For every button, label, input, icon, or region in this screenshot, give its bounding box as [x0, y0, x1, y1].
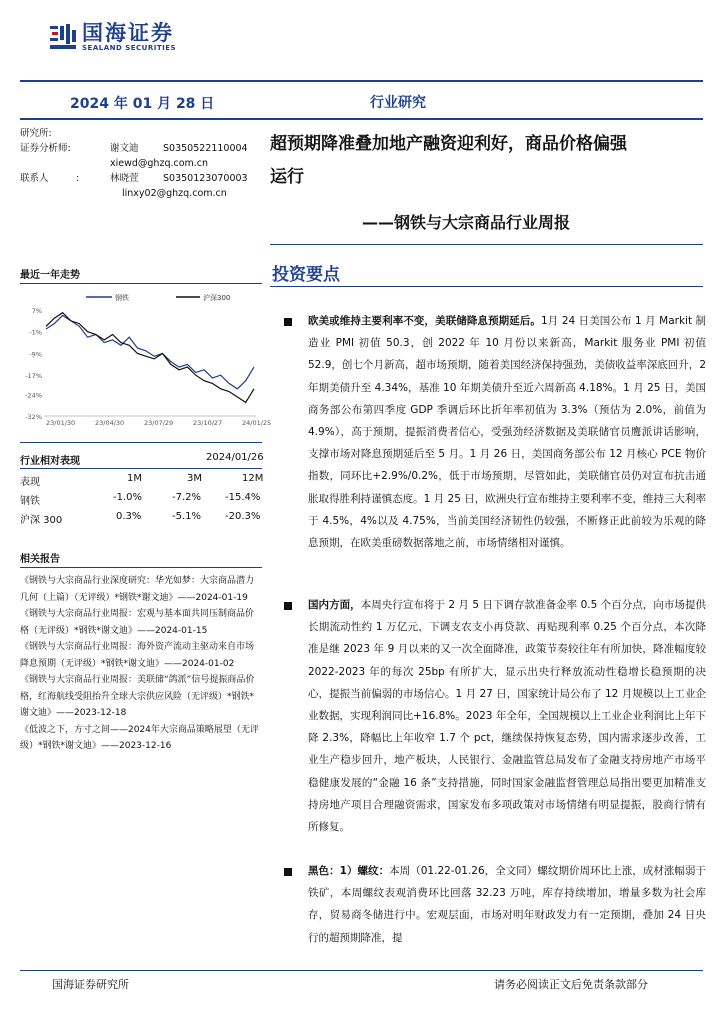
perf-row-steel-name: 钢铁	[20, 496, 40, 507]
contact-label: 联系人	[20, 173, 49, 184]
analyst-label: 证券分析师:	[20, 143, 71, 154]
point-2-lead: 国内方面，	[308, 599, 361, 611]
x-tick-label: 23/10/27	[193, 419, 223, 427]
analyst-name: 谢文迪	[110, 143, 139, 154]
trend-rule	[20, 283, 262, 284]
point-2-text: 本周央行宣布将于 2 月 5 日下调存款准备金率 0.5 个百分点，向市场提供长期流动性约 1 万亿元，下调支农支小再贷款、再贴现利率 0.25 个百分点，本次降准是继 2023 年 9 月以来的又一次全面降准，政策节奏较往年有所加快，降准幅度较 2022-2023 年的每次 25bp 有所扩大，显示出央行释放流动性稳增长稳预期的决心，提振当前偏弱的市场信心。1 月 27 日，国家统计局公布了 12 月规模以上工业企业数据，实现利润同比+16.8%。2023 年全年，全国规模以上工业企业利润比上年下降 2.3%，降幅比上年收窄 1.7 个 pct，继续保持恢复态势，国内需求逐步改善，工业生产稳步回升，地产板块，人民银行、金融监管总局发布了金融支持房地产市场平稳健康发展的“金融 16 条”支持措施，同时国家金融监督管理总局指出要更加精准支持房地产项目合理融资需求，国家发布多项政策对市场情绪有明显提振，股商行情有所修复。	[308, 599, 706, 834]
contact-email: linxy02@ghzq.com.cn	[122, 188, 227, 199]
contact-name: 林晓萱	[110, 173, 139, 184]
logo-cn-text: 国海证券	[82, 21, 174, 45]
related-report-item[interactable]: 《低波之下，方寸之间——2024年大宗商品策略展望（无评级）*钢铁*谢文迪》——2023-12-16	[20, 724, 259, 751]
perf-col-1m: 1M	[127, 473, 142, 484]
footer-left: 国海证券研究所	[52, 978, 129, 991]
perf-col-12m: 12M	[242, 473, 264, 484]
perf-row-steel-12m: -15.4%	[225, 492, 261, 503]
series-line-steel	[46, 315, 254, 388]
y-tick-label: -24%	[25, 391, 42, 400]
trend-chart	[20, 286, 272, 434]
company-logo	[50, 22, 176, 53]
x-tick-label: 23/04/30	[95, 419, 125, 427]
contact-colon: :	[76, 173, 80, 184]
perf-col-label: 表现	[20, 477, 40, 488]
perf-col-3m: 3M	[187, 473, 202, 484]
logo-en-text: SEALAND SECURITIES	[82, 44, 177, 52]
section-rule	[270, 286, 703, 287]
perf-table	[20, 452, 262, 532]
point-3-lead: 黑色：1）螺纹：	[308, 865, 390, 877]
x-tick-label: 24/01/25	[242, 419, 272, 427]
series-line-index	[46, 313, 254, 403]
footer-disclaimer[interactable]: 请务必阅读正文后免责条款部分	[494, 978, 648, 991]
research-label: 研究所:	[20, 128, 52, 139]
bullet-icon	[284, 602, 292, 610]
perf-row-index-name: 沪深 300	[20, 515, 63, 526]
analyst-info	[20, 126, 270, 199]
point-1-lead: 欧美或维持主要利率不变，美联储降息预期延后。	[308, 315, 542, 327]
related-reports-list	[20, 573, 262, 755]
x-tick-label: 23/01/30	[46, 419, 76, 427]
related-report-item[interactable]: 《钢铁与大宗商品行业周报：宏观与基本面共同压制商品价格（无评级）*钢铁*谢文迪》——2024-01-15	[20, 609, 255, 636]
y-tick-label: -32%	[25, 413, 42, 421]
perf-row-index-3m: -5.1%	[172, 511, 202, 522]
header-divider-bottom	[20, 118, 703, 120]
bullet-icon	[284, 868, 292, 876]
related-rule	[20, 567, 262, 568]
related-report-item[interactable]: 《钢铁与大宗商品行业周报：美联储“鸽派”信号提振商品价格，红海航线受阻抬升全球大宗供应风险（无评级）*钢铁*谢文迪》——2023-12-18	[20, 675, 255, 718]
header-divider	[20, 80, 703, 82]
bullet-icon	[284, 318, 292, 326]
analyst-cert: S0350522110004	[163, 143, 248, 154]
footer-divider	[20, 970, 703, 971]
report-subtitle: ——钢铁与大宗商品行业周报	[362, 213, 571, 232]
x-tick-label: 23/07/29	[144, 419, 174, 427]
y-tick-label: -1%	[29, 328, 42, 337]
analyst-email: xiewd@ghzq.com.cn	[110, 158, 209, 169]
perf-heading: 行业相对表现	[20, 456, 80, 467]
y-tick-label: 7%	[31, 307, 42, 315]
point-3	[308, 860, 706, 966]
subtitle-divider	[270, 244, 703, 245]
chart-bottom-rule	[20, 442, 262, 443]
perf-row-steel-3m: -7.2%	[172, 492, 202, 503]
y-tick-label: -17%	[25, 372, 42, 381]
perf-row-index-12m: -20.3%	[225, 511, 261, 522]
point-1	[308, 310, 706, 554]
section-title: 投资要点	[272, 265, 340, 285]
report-title	[270, 128, 700, 194]
logo-mark-icon	[50, 24, 76, 52]
point-3-text: 本周（01.22-01.26，全文同）螺纹期价周环比上涨，成材涨幅弱于铁矿，本周螺纹表观消费环比回落 32.23 万吨，库存持续增加，增量多数为社会库存，贸易商冬储进行中。宏观层面，市场对明年财政发力有一定预期，叠加 24 日央行的超预期降准，提	[308, 865, 706, 944]
perf-row-index-1m: 0.3%	[116, 511, 142, 522]
point-1-text: 1月 24 日美国公布 1 月 Markit 制造业 PMI 初值 50.3，创 2022 年 10 月份以来新高，Markit 服务业 PMI 初值 52.9，创七个月新高，超市场预期，随着美国经济保持强劲，美债收益率深底回升，2 年期美债升至 4.34%，基准 10 年期美债升至近六周新高 4.18%。1 月 25 日，美国商务部公布第四季度 GDP 季调后环比折年率初值为 3.3%（预估为 2.0%，前值为 4.9%），高于预期，提振消费者信心，受强劲经济数据及美联储官员鹰派讲话影响，支撑市场对降息预期延后至 5 月。1 月 26 日，美国商务部公布 12 月核心 PCE 物价指数，同环比+2.9%/0.2%，低于市场预期，尽管如此，美联储官员仍对宣布抗击通胀取得胜利持谨慎态度。1 月 25 日，欧洲央行宣布维持主要利率不变，维持三大利率于 4.5%，4%以及 4.75%，当前美国经济韧性仍较强，不断修正此前较为乐观的降息预期，在欧美重磅数据落地之前，市场情绪相对谨慎。	[308, 315, 706, 550]
perf-heading-rule	[20, 468, 262, 469]
y-tick-label: -9%	[29, 350, 42, 359]
title-line-2: 运行	[270, 167, 304, 187]
report-date: 2024 年 01 月 28 日	[70, 96, 215, 112]
related-report-item[interactable]: 《钢铁与大宗商品行业周报：海外资产流动主驱动来自市场降息预期（无评级）*钢铁*谢文迪》——2024-01-02	[20, 642, 255, 669]
trend-heading: 最近一年走势	[20, 270, 80, 281]
legend-index-label: 沪深300	[203, 294, 231, 302]
legend-steel-label: 钢铁	[115, 294, 129, 302]
perf-row-steel-1m: -1.0%	[113, 492, 143, 503]
title-line-1: 超预期降准叠加地产融资迎利好，商品价格偏强	[270, 134, 627, 154]
related-heading: 相关报告	[20, 554, 60, 565]
related-report-item[interactable]: 《钢铁与大宗商品行业深度研究：华光如梦：大宗商品潜力几何（上篇）（无评级）*钢铁*谢文迪》——2024-01-19	[20, 576, 255, 603]
point-2	[308, 594, 706, 838]
report-category: 行业研究	[370, 95, 426, 111]
contact-cert: S0350123070003	[163, 173, 248, 184]
perf-date: 2024/01/26	[206, 452, 264, 463]
